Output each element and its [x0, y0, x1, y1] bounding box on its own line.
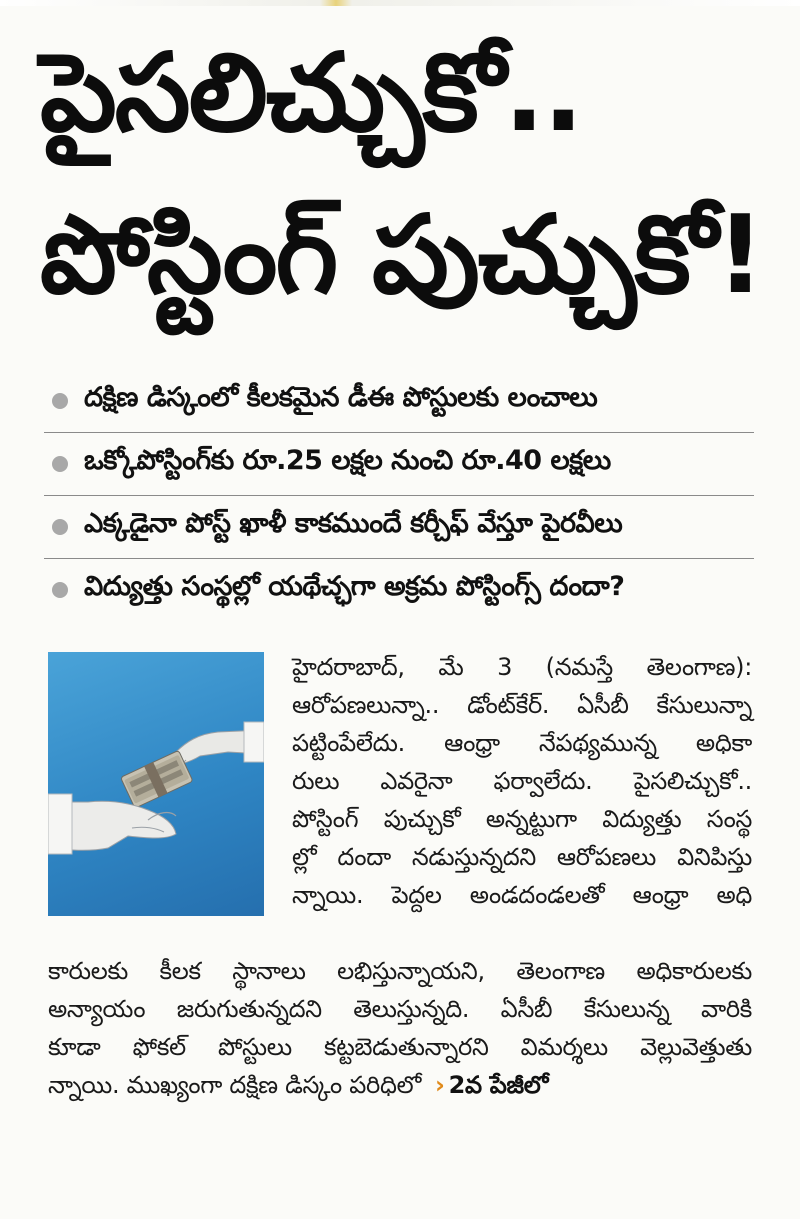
chevron-right-icon: › [434, 1071, 445, 1099]
article-line: కూడా ఫోకల్ పోస్టులు కట్టబెడుతున్నారని విమర్శలు వెల్లువెత్తుతు [48, 1033, 752, 1061]
article-line: ఆరోపణలున్నా.. డోంట్‌కేర్. ఏసీబీ కేసులున్నా [292, 691, 752, 719]
bullet-dot-icon [52, 456, 68, 472]
article-line: పోస్టింగ్ పుచ్చుకో అన్నట్టుగా విద్యుత్తు సంస్థ [292, 805, 752, 833]
continuation-link[interactable] [435, 1071, 548, 1099]
top-color-strip [0, 0, 800, 6]
bullet-text: దక్షిణ డిస్కంలో కీలకమైన డీఈ పోస్టులకు లంచాలు [84, 382, 598, 413]
bullet-item [44, 370, 754, 433]
bullet-item [44, 496, 754, 559]
article-line: అన్యాయం జరుగుతున్నదని తెలుస్తున్నది. ఏసీబీ కేసులున్న వారికి [48, 995, 752, 1023]
article-column [292, 648, 752, 914]
continuation-label: 2వ పేజీలో [448, 1071, 549, 1099]
article-line: న్నాయి. పెద్దల అండదండలతో ఆంధ్రా అధి [292, 881, 752, 909]
headline-line-1: పైసలిచ్చుకో.. [40, 31, 582, 156]
article-line-last [48, 1066, 752, 1104]
bullet-item [44, 433, 754, 496]
bullet-item [44, 559, 754, 621]
article-line: రులు ఎవరైనా ఫర్వాలేదు. పైసలిచ్చుకో.. [292, 767, 752, 795]
article-line: ల్లో దందా నడుస్తున్నదని ఆరోపణలు వినిపిస్తు [292, 843, 752, 871]
bribe-photo [48, 652, 264, 916]
bullet-text: ఒక్కోపోస్టింగ్‌కు రూ.25 లక్షల నుంచి రూ.40 లక్షలు [84, 445, 611, 476]
bullet-list [44, 370, 754, 621]
bullet-dot-icon [52, 393, 68, 409]
article-line-dateline: హైదరాబాద్, మే 3 (నమస్తే తెలంగాణ): [292, 653, 752, 681]
article-line: పట్టింపేలేదు. ఆంధ్రా నేపథ్యమున్న అధికా [292, 729, 752, 757]
article-line: కారులకు కీలక స్థానాలు లభిస్తున్నాయని, తెలంగాణ అధికారులకు [48, 957, 752, 985]
headline-line-2: పోస్టింగ్ పుచ్చుకో! [40, 193, 763, 318]
article-full-width [48, 952, 752, 1104]
bullet-text: విద్యుత్తు సంస్థల్లో యథేచ్ఛగా అక్రమ పోస్టింగ్స్ దందా? [84, 571, 625, 602]
money-handover-illustration-icon [48, 652, 264, 916]
article-line-text: న్నాయి. ముఖ్యంగా దక్షిణ డిస్కం పరిధిలో [48, 1071, 421, 1099]
bullet-dot-icon [52, 519, 68, 535]
bullet-text: ఎక్కడైనా పోస్ట్ ఖాళీ కాకముందే కర్చీఫ్ వేస్తూ పైరవీలు [84, 508, 623, 539]
bullet-dot-icon [52, 582, 68, 598]
